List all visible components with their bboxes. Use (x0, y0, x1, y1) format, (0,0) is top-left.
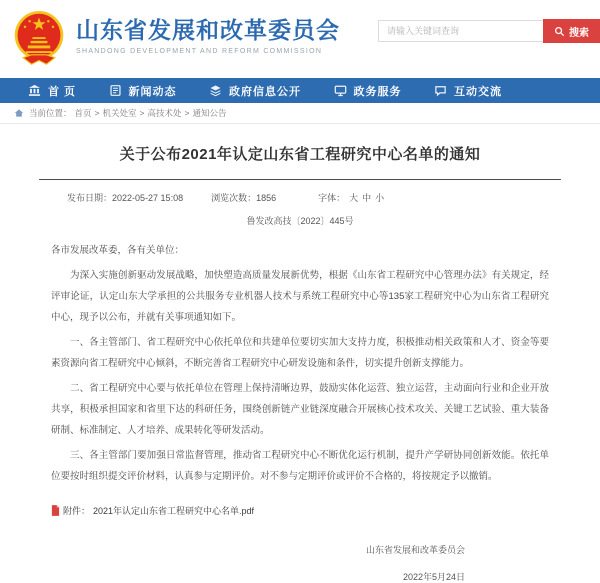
nav-item-services[interactable] (334, 83, 402, 99)
home-icon (14, 108, 24, 118)
article (39, 124, 561, 583)
breadcrumb-item-offices[interactable]: 机关处室 (102, 108, 137, 118)
search-area (378, 19, 600, 43)
search-input[interactable] (378, 20, 543, 42)
view-count-label: 浏览次数： (211, 193, 257, 203)
breadcrumb-item-notices[interactable]: 通知公告 (192, 108, 227, 118)
chat-bubble-icon (434, 84, 447, 97)
nav-label: 政务服务 (353, 85, 402, 98)
nav-label: 互动交流 (454, 85, 502, 98)
paragraph: 三、各主管部门要加强日常监督管理，推动省工程研究中心不断优化运行机制，提升产学研协同创新效能。依托单位要按时组织提交评价材料，认真参与定期评价。对不参与定期评价或评价不合格的，将按规定予以撤销。 (51, 450, 549, 482)
article-meta (39, 191, 561, 204)
nav-label: 首 页 (48, 85, 77, 98)
nav-item-home[interactable] (28, 83, 76, 99)
magnifier-icon (554, 26, 565, 37)
national-emblem-icon (11, 8, 67, 70)
breadcrumb-prefix: 当前位置： (29, 108, 72, 118)
breadcrumb-separator: > (139, 108, 145, 118)
nav-label: 新闻动态 (128, 85, 177, 98)
nav-label: 政府信息公开 (229, 85, 302, 98)
attachment-label: 附件： (63, 506, 91, 516)
main-nav (0, 78, 600, 103)
breadcrumb-item-hightech[interactable]: 高技术处 (147, 108, 182, 118)
salutation: 各市发展改革委，各有关单位： (51, 245, 185, 256)
newspaper-icon (109, 84, 122, 97)
pdf-file-icon (51, 505, 60, 516)
site-subtitle: SHANDONG DEVELOPMENT AND REFORM COMMISSION (76, 48, 323, 55)
nav-item-info-disclosure[interactable] (209, 83, 301, 99)
paragraph: 为深入实施创新驱动发展战略，加快塑造高质量发展新优势，根据《山东省工程研究中心管理办法》有关规定，经评审论证，认定山东大学承担的公共服务专业机器人技术与系统工程研究中心等135家工程研究中心为山东省工程研究中心，现予以公布，并就有关事项通知如下。 (51, 270, 549, 323)
site-identity (76, 17, 340, 55)
view-count (211, 191, 276, 204)
breadcrumb-separator: > (184, 108, 190, 118)
signature-date: 2022年5月24日 (402, 572, 465, 582)
paragraph: 二、省工程研究中心要与依托单位在管理上保持清晰边界，鼓励实体化运营、独立运营，主动面向行业和企业开放共享，积极承担国家和省里下达的科研任务，围绕创新链产业链深度融合开展核心技术攻关、关键工艺试验、重大装备研制、标准制定、人才培养、成果转化等研发活动。 (51, 383, 549, 436)
article-body (39, 240, 561, 487)
font-size-label: 字体： (318, 193, 346, 203)
publish-date-value: 2022-05-27 15:08 (112, 193, 184, 203)
font-size-small-button[interactable]: 小 (375, 193, 385, 203)
monitor-icon (334, 84, 347, 97)
font-size-switcher (318, 191, 388, 204)
site-title: 山东省发展和改革委员会 (76, 17, 340, 43)
nav-item-interaction[interactable] (434, 83, 502, 99)
search-button[interactable] (543, 19, 600, 43)
publish-date-label: 发布日期： (67, 193, 113, 203)
breadcrumb-item-home[interactable]: 首页 (74, 108, 92, 118)
signature-block (39, 543, 561, 583)
breadcrumb-separator: > (94, 108, 100, 118)
search-button-label: 搜索 (569, 27, 589, 39)
document-number: 鲁发改高技〔2022〕445号 (246, 216, 354, 226)
title-divider (39, 179, 561, 180)
layers-icon (209, 84, 222, 97)
view-count-value: 1856 (256, 193, 277, 203)
signature-org: 山东省发展和改革委员会 (365, 545, 465, 555)
government-building-icon (28, 84, 41, 97)
font-size-medium-button[interactable]: 中 (362, 193, 372, 203)
breadcrumb (0, 103, 600, 124)
attachment-link[interactable] (39, 504, 561, 517)
font-size-large-button[interactable]: 大 (349, 193, 359, 203)
site-header (0, 0, 600, 78)
publish-date (67, 191, 183, 204)
article-title: 关于公布2021年认定山东省工程研究中心名单的通知 (119, 146, 481, 163)
paragraph: 一、各主管部门、省工程研究中心依托单位和共建单位要切实加大支持力度，积极推动相关政策和人才、资金等要素资源向省工程研究中心倾斜，不断完善省工程研究中心研发设施和条件，切实提升创新支撑能力。 (51, 337, 549, 369)
nav-item-news[interactable] (109, 83, 177, 99)
attachment-filename[interactable]: 2021年认定山东省工程研究中心名单.pdf (93, 506, 255, 516)
